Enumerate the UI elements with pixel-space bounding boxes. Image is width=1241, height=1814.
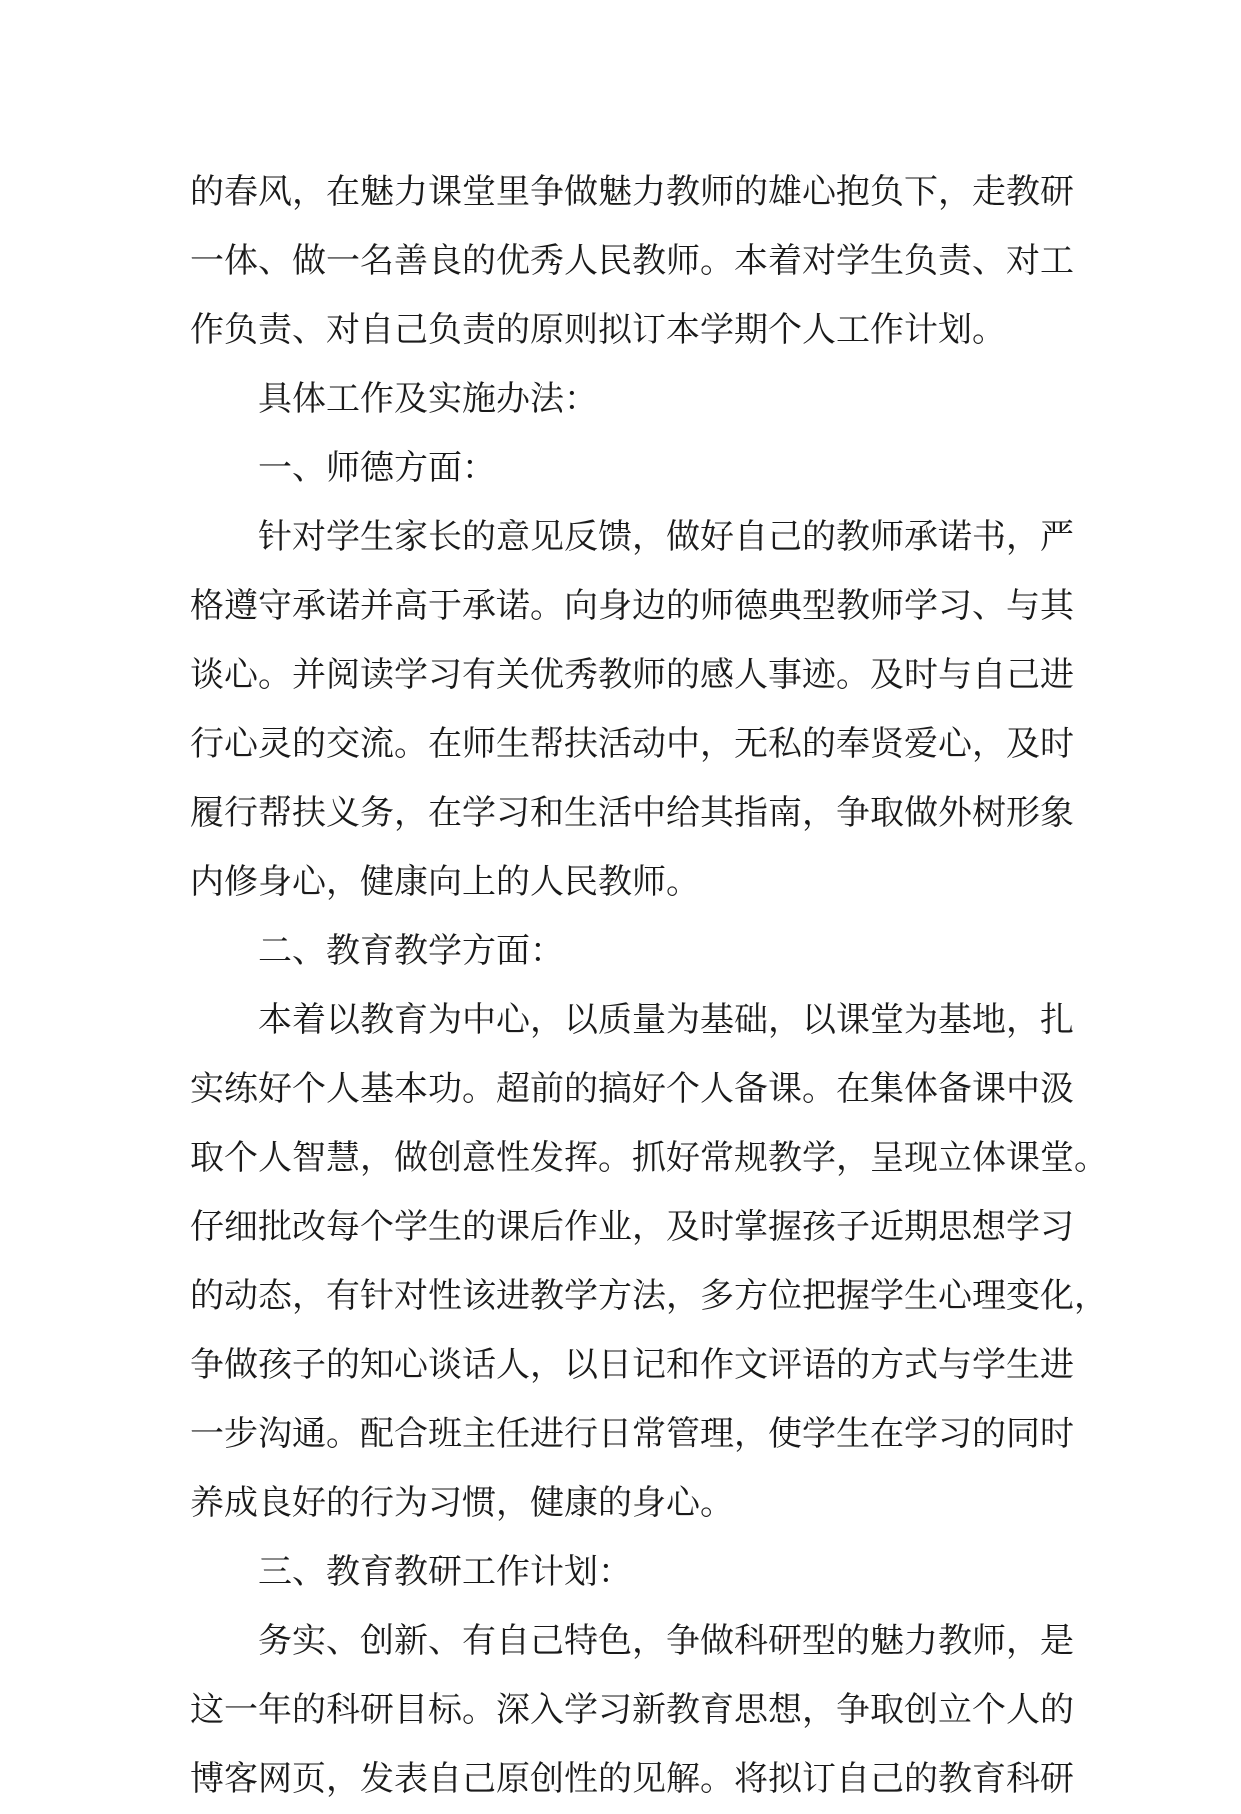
text-line: 争做孩子的知心谈话人，以日记和作文评语的方式与学生进 xyxy=(190,1345,1074,1385)
document-body xyxy=(190,158,1108,1814)
text-line: 履行帮扶义务，在学习和生活中给其指南，争取做外树形象 xyxy=(190,793,1074,833)
text-line: 本着以教育为中心，以质量为基础，以课堂为基地，扎 xyxy=(258,1000,1074,1040)
text-line: 内修身心，健康向上的人民教师。 xyxy=(190,862,700,902)
text-line: 行心灵的交流。在师生帮扶活动中，无私的奉贤爱心，及时 xyxy=(190,724,1074,764)
text-line: 的动态，有针对性该进教学方法，多方位把握学生心理变化， xyxy=(190,1276,1108,1316)
section-heading-ethics: 一、师德方面： xyxy=(258,448,496,488)
text-line: 实练好个人基本功。超前的搞好个人备课。在集体备课中汲 xyxy=(190,1069,1074,1109)
text-line: 取个人智慧，做创意性发挥。抓好常规教学，呈现立体课堂。 xyxy=(190,1138,1108,1178)
text-line: 的春风，在魅力课堂里争做魅力教师的雄心抱负下，走教研 xyxy=(190,172,1074,212)
text-line: 博客网页，发表自己原创性的见解。将拟订自己的教育科研 xyxy=(190,1759,1074,1799)
text-line: 针对学生家长的意见反馈，做好自己的教师承诺书，严 xyxy=(258,517,1074,557)
section-heading-research: 三、教育教研工作计划： xyxy=(258,1552,632,1592)
text-line: 格遵守承诺并高于承诺。向身边的师德典型教师学习、与其 xyxy=(190,586,1074,626)
section-intro-heading: 具体工作及实施办法： xyxy=(258,379,598,419)
text-line: 仔细批改每个学生的课后作业，及时掌握孩子近期思想学习 xyxy=(190,1207,1074,1247)
text-line: 这一年的科研目标。深入学习新教育思想，争取创立个人的 xyxy=(190,1690,1074,1730)
section-heading-teaching: 二、教育教学方面： xyxy=(258,931,564,971)
text-line: 谈心。并阅读学习有关优秀教师的感人事迹。及时与自己进 xyxy=(190,655,1074,695)
text-line: 一体、做一名善良的优秀人民教师。本着对学生负责、对工 xyxy=(190,241,1074,281)
text-line: 一步沟通。配合班主任进行日常管理，使学生在学习的同时 xyxy=(190,1414,1074,1454)
text-line: 作负责、对自己负责的原则拟订本学期个人工作计划。 xyxy=(190,310,1006,350)
text-line: 养成良好的行为习惯，健康的身心。 xyxy=(190,1483,734,1523)
text-line: 务实、创新、有自己特色，争做科研型的魅力教师，是 xyxy=(258,1621,1074,1661)
